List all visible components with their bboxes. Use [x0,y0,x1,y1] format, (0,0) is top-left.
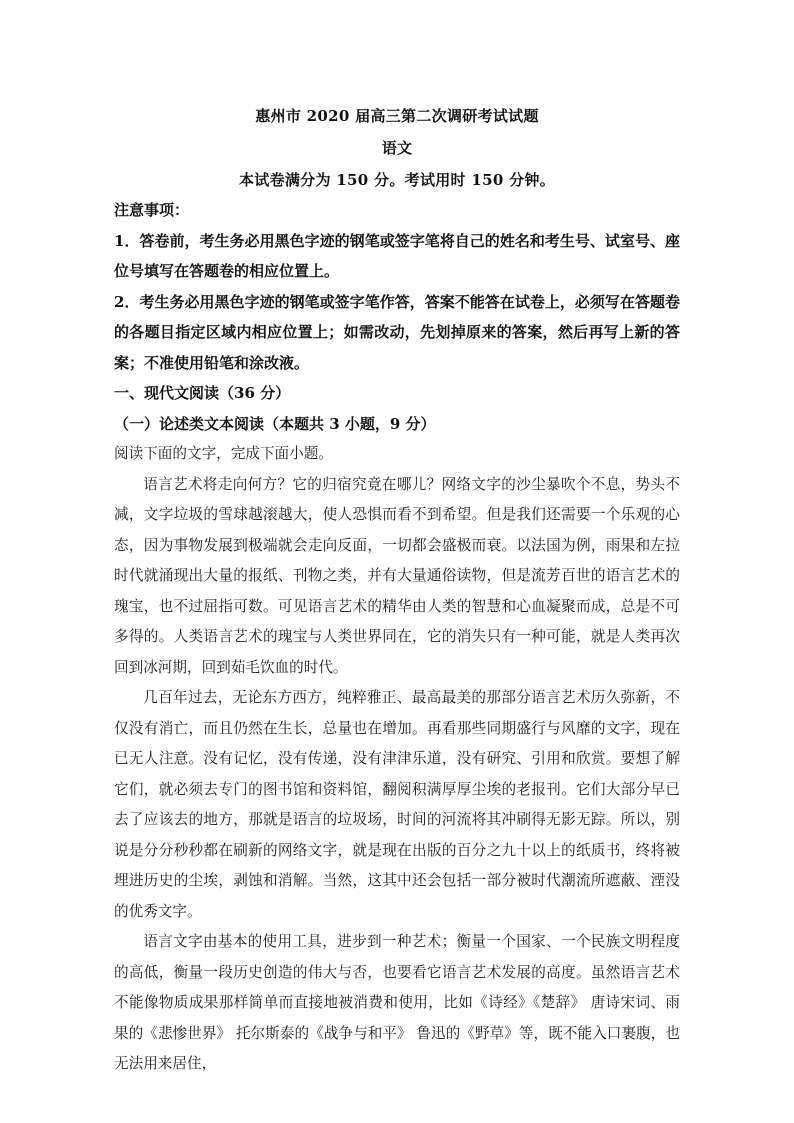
score-info: 本试卷满分为 150 分。考试用时 150 分钟。 [238,171,555,189]
title-block [0,100,794,196]
exam-title: 惠州市 2020 届高三第二次调研考试试题 [255,107,539,125]
document-body [114,195,680,1080]
reading-instruction: 阅读下面的文字，完成下面小题。 [114,445,333,462]
section-heading: 一、现代文阅读（36 分） [114,384,291,402]
passage-paragraph-3: 语言文字由基本的使用工具，进步到一种艺术；衡量一个国家、一个民族文明程度的高低，衡量一段历史创造的伟大与否，也要看它语言艺术发展的高度。虽然语言艺术不能像物质成果那样简单而直接地被消费和使用，比如《诗经》《楚辞》 唐诗宋词、雨果的《悲惨世界》 托尔斯泰的《战争与和平》 鲁迅的《野草》等，既不能入口裹腹，也无法用来居住， [114,933,680,1072]
subject-title: 语文 [381,139,413,157]
passage-paragraph-2: 几百年过去，无论东方西方，纯粹雅正、最高最美的那部分语言艺术历久弥新，不仅没有消亡，而且仍然在生长，总量也在增加。再看那些同期盛行与风靡的文字，现在已无人注意。没有记忆，没有传递，没有津津乐道，没有研究、引用和欣赏。要想了解它们，就必须去专门的图书馆和资料馆，翻阅积满厚厚尘埃的老报刊。它们大部分早已去了应该去的地方，那就是语言的垃圾场，时间的河流将其冲刷得无影无踪。所以，别说是分分秒秒都在刷新的网络文字，就是现在出版的百分之九十以上的纸质书，终将被埋进历史的尘埃，剥蚀和消解。当然，这其中还会包括一部分被时代潮流所遮蔽、湮没的优秀文字。 [114,689,680,920]
notes-heading: 注意事项： [114,201,190,219]
notes-item-1: 1．答卷前，考生务必用黑色字迹的钢笔或签字笔将自己的姓名和考生号、试室号、座位号填写在答题卷的相应位置上。 [114,231,680,280]
notes-item-2: 2．考生务必用黑色字迹的钢笔或签字笔作答，答案不能答在试卷上，必须写在答题卷的各题目指定区域内相应位置上；如需改动，先划掉原来的答案，然后再写上新的答案；不准使用铅笔和涂改液。 [114,292,680,372]
section-subheading: （一）论述类文本阅读（本题共 3 小题，9 分） [114,414,436,433]
passage-paragraph-1: 语言艺术将走向何方？它的归宿究竟在哪儿？网络文字的沙尘暴吹个不息，势头不减，文字垃圾的雪球越滚越大，使人恐惧而看不到希望。但是我们还需要一个乐观的心态，因为事物发展到极端就会走向反面，一切都会盛极而衰。以法国为例，雨果和左拉时代就涌现出大量的报纸、刊物之类，并有大量通俗读物，但是流芳百世的语言艺术的瑰宝，也不过屈指可数。可见语言艺术的精华由人类的智慧和心血凝聚而成，总是不可多得的。人类语言艺术的瑰宝与人类世界同在，它的消失只有一种可能，就是人类再次回到冰河期，回到茹毛饮血的时代。 [114,475,680,676]
